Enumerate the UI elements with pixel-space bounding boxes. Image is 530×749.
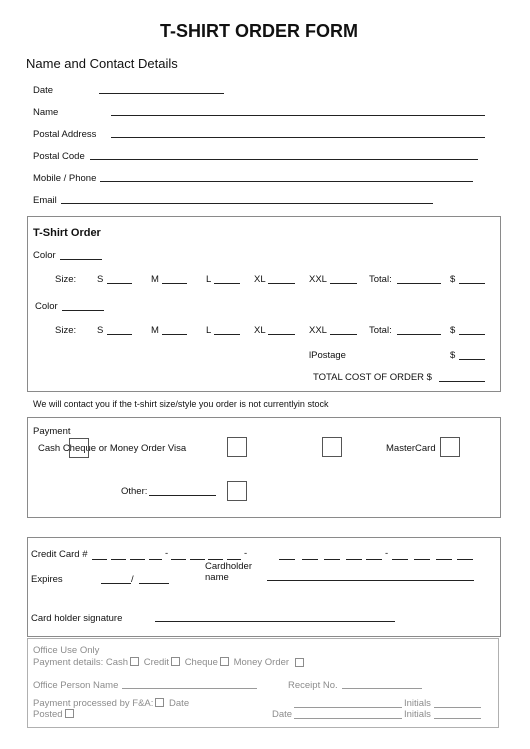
size-xxl-label-2: XXL xyxy=(309,325,327,336)
card-digit-13[interactable] xyxy=(366,559,382,560)
office-credit-checkbox[interactable] xyxy=(171,657,180,666)
size-m-field-2[interactable] xyxy=(162,334,187,335)
name-field[interactable] xyxy=(111,115,485,116)
size-s-label-2: S xyxy=(97,325,104,336)
total-label-2: Total: xyxy=(369,325,392,336)
size-l-field-1[interactable] xyxy=(214,283,240,284)
office-heading: Office Use Only xyxy=(33,645,100,656)
size-label-2: Size: xyxy=(55,325,77,336)
card-digit-9[interactable] xyxy=(279,559,295,560)
card-digit-15[interactable] xyxy=(414,559,430,560)
card-dash-2: - xyxy=(244,548,248,559)
cheque-label: Cheque xyxy=(184,657,218,668)
contact-heading: Name and Contact Details xyxy=(26,56,178,71)
office-cheque-checkbox[interactable] xyxy=(220,657,229,666)
total-cost-label: TOTAL COST OF ORDER $ xyxy=(313,372,432,383)
dollar-field-1[interactable] xyxy=(459,283,485,284)
mastercard-label: MasterCard xyxy=(386,443,436,454)
email-field[interactable] xyxy=(61,203,433,204)
card-digit-4[interactable] xyxy=(149,559,162,560)
size-s-label-1: S xyxy=(97,274,104,285)
size-xl-label-2: XL xyxy=(254,325,266,336)
dollar-label-2: $ xyxy=(450,325,456,336)
tshirt-order-section xyxy=(27,216,501,392)
other-checkbox[interactable] xyxy=(227,481,247,501)
card-digit-8[interactable] xyxy=(227,559,241,560)
processed-label: Payment processed by F&A: xyxy=(33,698,154,709)
postage-field[interactable] xyxy=(459,359,485,360)
size-xxl-field-1[interactable] xyxy=(330,283,357,284)
office-person-field[interactable] xyxy=(122,688,257,689)
card-digit-16[interactable] xyxy=(436,559,452,560)
posted-label: Posted xyxy=(33,709,63,720)
expires-month-field[interactable] xyxy=(101,583,131,584)
card-dash-3: - xyxy=(385,548,389,559)
postal-code-label: Postal Code xyxy=(33,151,85,162)
size-l-label-1: L xyxy=(206,274,212,285)
cardholder-name-label-2: name xyxy=(205,572,229,583)
size-m-label-1: M xyxy=(151,274,159,285)
initials-label-1: Initials xyxy=(404,698,431,709)
size-s-field-1[interactable] xyxy=(107,283,132,284)
tshirt-order-heading: T-Shirt Order xyxy=(33,227,101,239)
total-field-2[interactable] xyxy=(397,334,441,335)
expires-slash: / xyxy=(131,574,134,585)
color-label-2: Color xyxy=(35,301,58,312)
credit-label: Credit xyxy=(143,657,170,668)
color-label-1: Color xyxy=(33,250,56,261)
size-label-1: Size: xyxy=(55,274,77,285)
visa-checkbox[interactable] xyxy=(322,437,342,457)
payment-details-label: Payment details: xyxy=(33,657,104,668)
postage-dollar-label: $ xyxy=(450,350,456,361)
payment-heading: Payment xyxy=(33,426,71,437)
receipt-label: Receipt No. xyxy=(288,680,338,691)
initials-field-1[interactable] xyxy=(434,707,481,708)
mastercard-checkbox[interactable] xyxy=(440,437,460,457)
office-person-label: Office Person Name xyxy=(33,680,119,691)
cash-label: Cash xyxy=(105,657,129,668)
payment-details-row xyxy=(33,657,289,668)
mobile-field[interactable] xyxy=(100,181,473,182)
card-digit-11[interactable] xyxy=(324,559,340,560)
signature-label: Card holder signature xyxy=(31,613,123,624)
size-m-label-2: M xyxy=(151,325,159,336)
cardholder-name-field[interactable] xyxy=(267,580,474,581)
card-digit-14[interactable] xyxy=(392,559,408,560)
payment-section xyxy=(27,417,501,518)
posted-checkbox[interactable] xyxy=(65,709,74,718)
card-digit-5[interactable] xyxy=(171,559,186,560)
name-label: Name xyxy=(33,107,59,118)
total-label-1: Total: xyxy=(369,274,392,285)
initials-label-2: Initials xyxy=(404,709,431,720)
email-label: Email xyxy=(33,195,57,206)
size-m-field-1[interactable] xyxy=(162,283,187,284)
total-cost-field[interactable] xyxy=(439,381,485,382)
dollar-label-1: $ xyxy=(450,274,456,285)
expires-label: Expires xyxy=(31,574,63,585)
money-order-label: Money Order xyxy=(233,657,290,668)
size-s-field-2[interactable] xyxy=(107,334,132,335)
color-field-2[interactable] xyxy=(62,310,104,311)
credit-card-label: Credit Card # xyxy=(31,549,88,560)
cash-checkbox[interactable] xyxy=(69,438,89,458)
processed-date-field[interactable] xyxy=(294,707,402,708)
payment-options-label: Cash Cheque or Money Order Visa xyxy=(38,443,187,454)
card-digit-7[interactable] xyxy=(208,559,223,560)
postal-address-label: Postal Address xyxy=(33,129,97,140)
size-l-field-2[interactable] xyxy=(214,334,240,335)
date-label: Date xyxy=(33,85,54,96)
dollar-field-2[interactable] xyxy=(459,334,485,335)
posted-row xyxy=(33,709,76,720)
processed-date-label: Date xyxy=(169,698,190,709)
stock-notice: We will contact you if the t-shirt size/style you order is not currentlyin stock xyxy=(33,399,329,409)
posted-date-field[interactable] xyxy=(294,718,402,719)
size-xl-field-1[interactable] xyxy=(268,283,295,284)
office-cash-checkbox[interactable] xyxy=(130,657,139,666)
receipt-field[interactable] xyxy=(342,688,422,689)
expires-year-field[interactable] xyxy=(139,583,169,584)
signature-field[interactable] xyxy=(155,621,395,622)
other-label: Other: xyxy=(121,486,148,497)
card-digit-1[interactable] xyxy=(92,559,107,560)
form-title: T-SHIRT ORDER FORM xyxy=(160,21,358,41)
cardholder-name-label-1: Cardholder xyxy=(205,561,252,572)
mobile-label: Mobile / Phone xyxy=(33,173,97,184)
card-digit-2[interactable] xyxy=(111,559,126,560)
size-xxl-field-2[interactable] xyxy=(330,334,357,335)
card-digit-10[interactable] xyxy=(302,559,318,560)
size-xxl-label-1: XXL xyxy=(309,274,327,285)
processed-row xyxy=(33,698,189,709)
processed-checkbox[interactable] xyxy=(155,698,164,707)
size-xl-field-2[interactable] xyxy=(268,334,295,335)
total-field-1[interactable] xyxy=(397,283,441,284)
card-digit-3[interactable] xyxy=(130,559,145,560)
size-xl-label-1: XL xyxy=(254,274,266,285)
card-digit-17[interactable] xyxy=(457,559,473,560)
cheque-checkbox[interactable] xyxy=(227,437,247,457)
card-digit-6[interactable] xyxy=(190,559,205,560)
other-field[interactable] xyxy=(149,495,216,496)
color-field-1[interactable] xyxy=(60,259,102,260)
card-dash-1: - xyxy=(165,548,169,559)
card-digit-12[interactable] xyxy=(346,559,362,560)
size-l-label-2: L xyxy=(206,325,212,336)
initials-field-2[interactable] xyxy=(434,718,481,719)
office-money-order-checkbox[interactable] xyxy=(295,658,304,667)
date-field[interactable] xyxy=(99,93,224,94)
postage-label: lPostage xyxy=(309,350,346,361)
postal-address-field[interactable] xyxy=(111,137,485,138)
postal-code-field[interactable] xyxy=(90,159,478,160)
posted-date-label: Date xyxy=(272,709,293,720)
